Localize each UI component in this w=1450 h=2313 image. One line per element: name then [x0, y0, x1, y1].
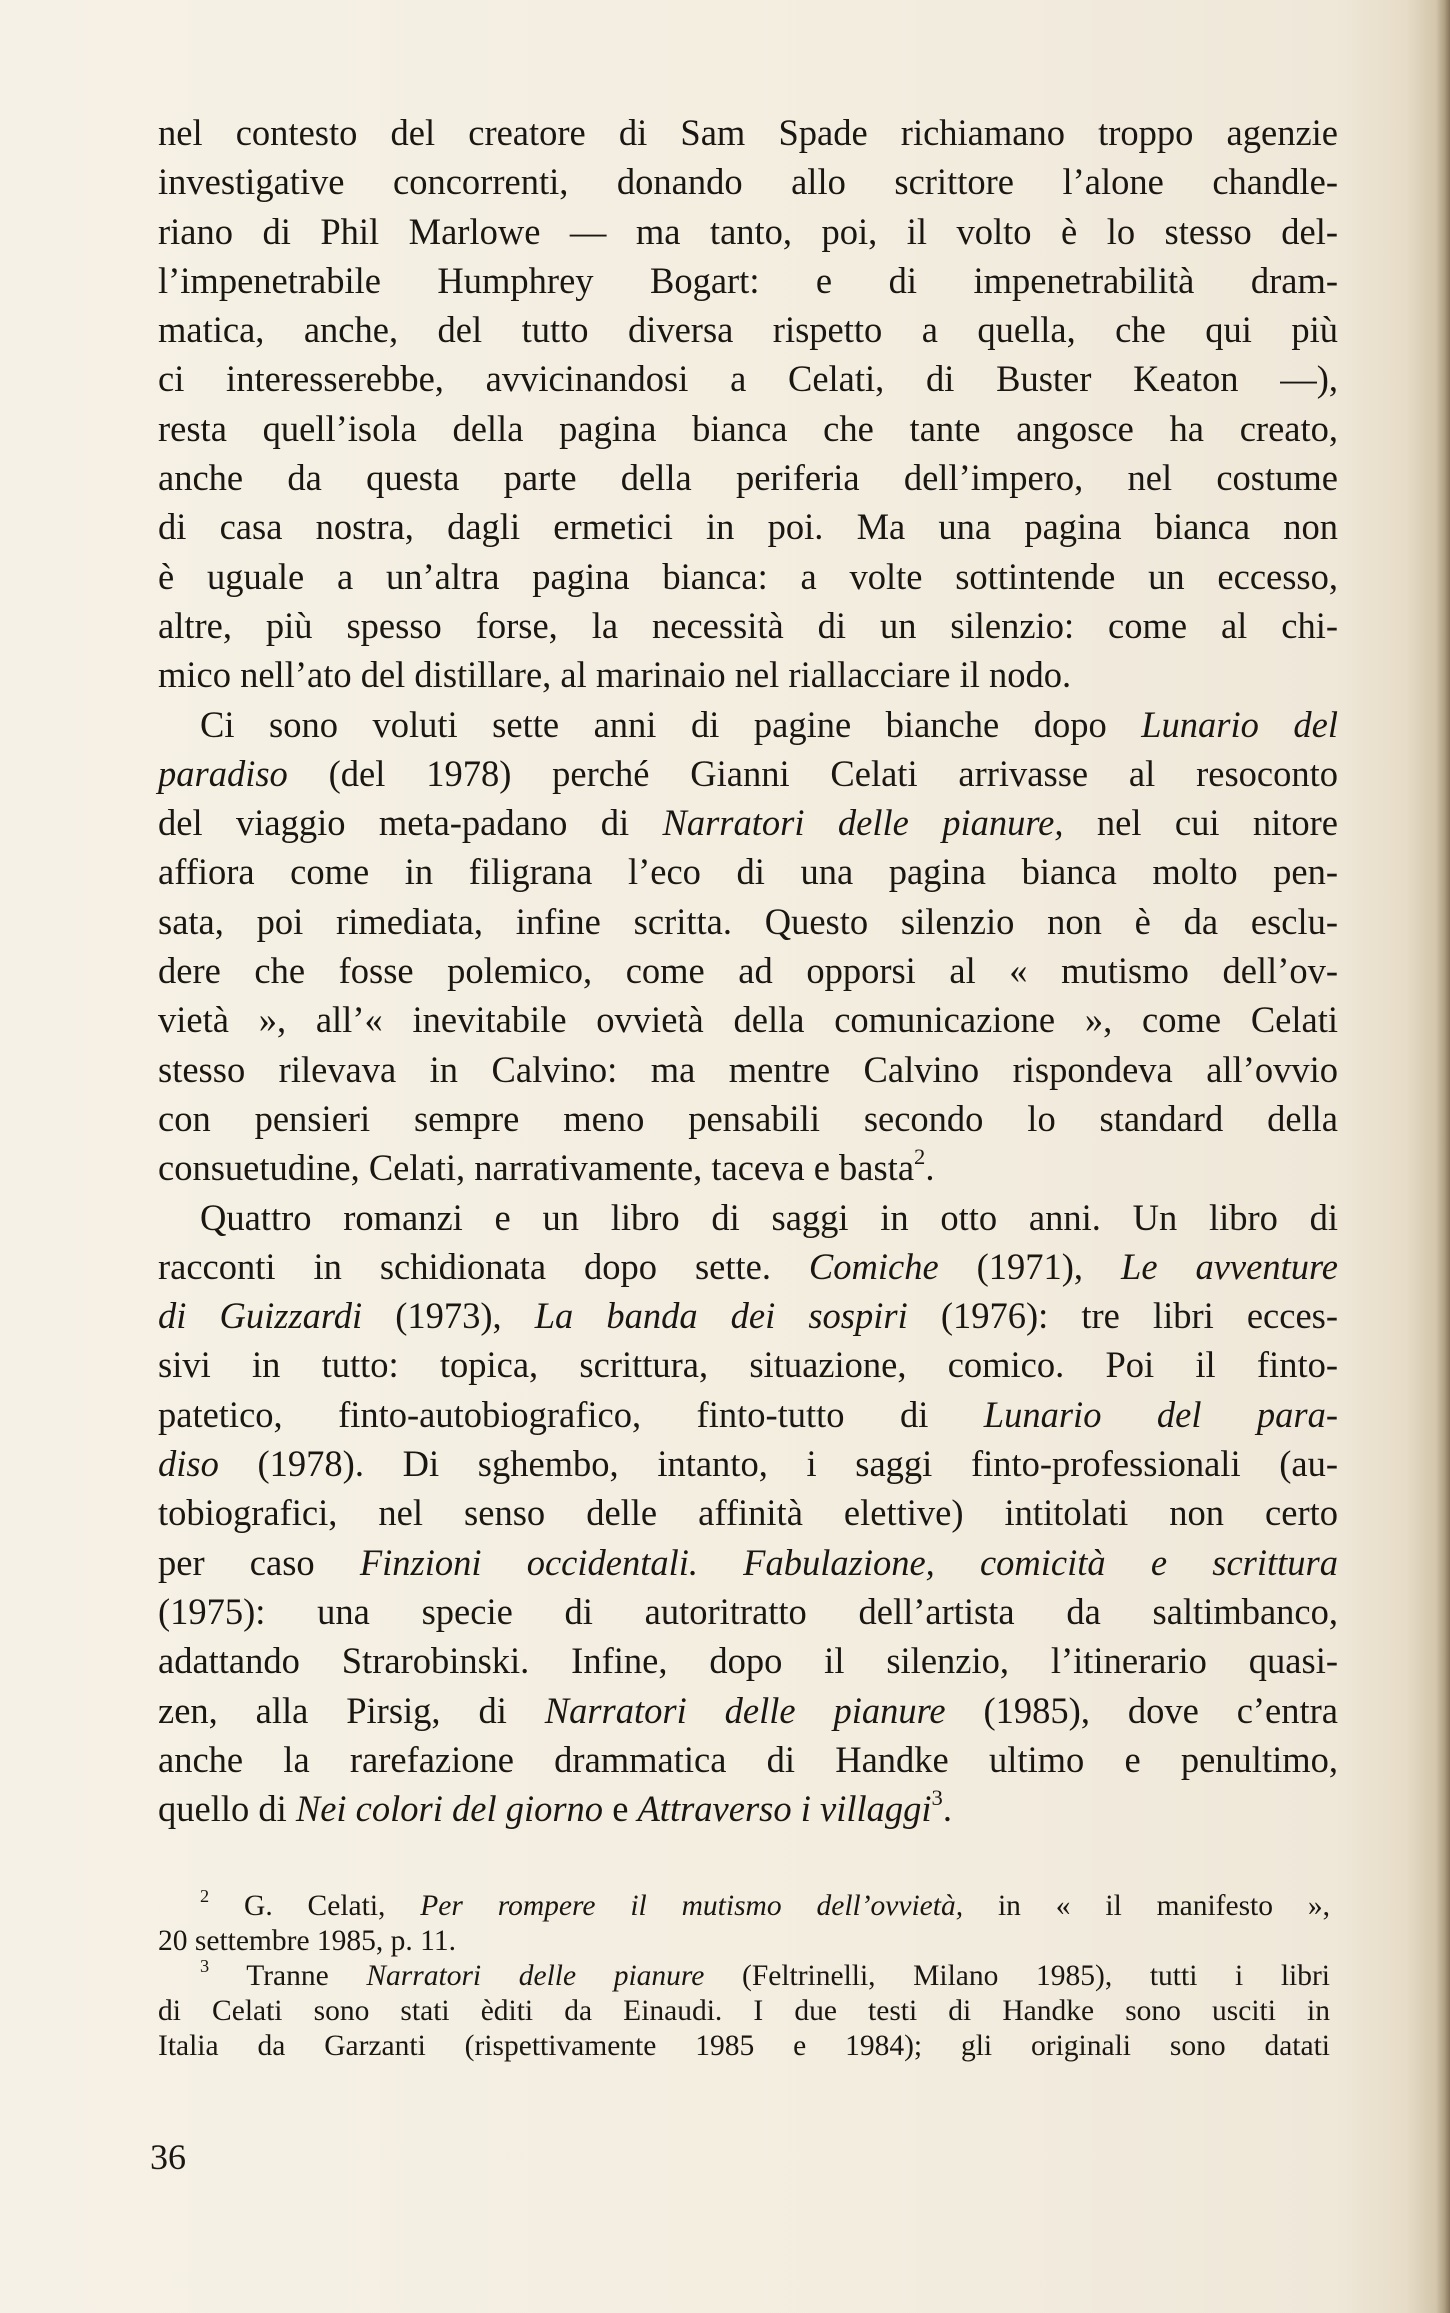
text-line [158, 995, 1338, 1044]
footnote-line [158, 1886, 1330, 1924]
text-run: (1971), [938, 1245, 1122, 1287]
text-run: affiora come in filigrana l’eco di una pagina bianca molto pen- [158, 851, 1338, 893]
footnote-line [158, 1956, 1330, 1994]
page-number: 36 [150, 2137, 186, 2177]
italic-title: diso [158, 1443, 219, 1485]
text-run: (1978). Di sghembo, intanto, i saggi finto-professionali (au- [218, 1443, 1338, 1485]
text-run: (1975): una specie di autoritratto dell’artista da saltimbanco, [158, 1590, 1338, 1632]
text-line [158, 700, 1338, 749]
text-line [158, 1340, 1338, 1389]
text-run: del viaggio meta-padano di [158, 802, 663, 844]
text-run: (1985), dove c’entra [945, 1689, 1338, 1731]
italic-title: Narratori delle pianure, [662, 802, 1064, 844]
text-run: mico nell’ato del distillare, al marinaio nel riallacciare il nodo. [158, 654, 1072, 696]
text-line [158, 1587, 1338, 1636]
text-run: racconti in schidionata dopo sette. [158, 1245, 809, 1287]
text-run: investigative concorrenti, donando allo scrittore l’alone chandle- [158, 161, 1338, 203]
text-run: sata, poi rimediata, infine scritta. Questo silenzio non è da esclu- [158, 900, 1338, 942]
text-line [158, 1784, 1338, 1833]
text-line [158, 305, 1338, 354]
text-line [158, 1291, 1338, 1340]
text-run: G. Celati, [209, 1890, 421, 1922]
text-run: di Celati sono stati èditi da Einaudi. I due testi di Handke sono usciti in [158, 1995, 1330, 2027]
text-run: Ci sono voluti sette anni di pagine bianche dopo [200, 703, 1142, 745]
text-line [158, 749, 1338, 798]
text-run: per caso [158, 1541, 360, 1583]
text-run: matica, anche, del tutto diversa rispetto a quella, che qui più [158, 309, 1338, 351]
text-line [158, 798, 1338, 847]
text-line [158, 946, 1338, 995]
text-run: con pensieri sempre meno pensabili secondo lo standard della [158, 1097, 1338, 1139]
italic-title: di Guizzardi [158, 1295, 363, 1337]
text-run: vietà », all’« inevitabile ovvietà della comunicazione », come Celati [158, 999, 1338, 1041]
text-run: in « il manifesto », [963, 1890, 1330, 1922]
text-line [158, 650, 1338, 699]
text-run: anche la rarefazione drammatica di Handke ultimo e penultimo, [158, 1738, 1338, 1780]
text-run: (1976): tre libri ecces- [907, 1295, 1338, 1337]
text-run: stesso rilevava in Calvino: ma mentre Calvino rispondeva all’ovvio [158, 1048, 1338, 1090]
italic-title: Comiche [808, 1245, 939, 1287]
text-run: l’impenetrabile Humphrey Bogart: e di impenetrabilità dram- [158, 259, 1338, 301]
footnote-marker: 3 [931, 1785, 943, 1811]
italic-title: Lunario del para- [983, 1393, 1338, 1435]
italic-title: Le avventure [1121, 1245, 1339, 1287]
text-line [158, 354, 1338, 403]
text-run: nel cui nitore [1063, 802, 1338, 844]
text-line [158, 897, 1338, 946]
italic-title: Per rompere il mutismo dell’ovvietà, [420, 1890, 964, 1922]
text-run: è uguale a un’altra pagina bianca: a volte sottintende un eccesso, [158, 555, 1338, 597]
text-run: e [603, 1788, 638, 1830]
footnote-marker: 2 [200, 1886, 210, 1907]
text-line [158, 404, 1338, 453]
text-line [158, 1686, 1338, 1735]
footnote-line [158, 1924, 1330, 1959]
italic-title: Narratori delle pianure [366, 1960, 705, 1992]
italic-title: Finzioni occidentali. Fabulazione, comicità e scrittura [359, 1541, 1338, 1583]
text-line [158, 1242, 1338, 1291]
text-run: Tranne [209, 1960, 367, 1992]
text-line [158, 1193, 1338, 1242]
text-run: tobiografici, nel senso delle affinità elettive) intitolati non certo [158, 1492, 1338, 1534]
text-line [158, 157, 1338, 206]
text-line [158, 453, 1338, 502]
italic-title: paradiso [158, 752, 288, 794]
text-run: Italia da Garzanti (rispettivamente 1985 e 1984); gli originali sono datati [158, 2030, 1330, 2062]
text-line [158, 256, 1338, 305]
text-run: quello di [158, 1788, 296, 1830]
text-run: (Feltrinelli, Milano 1985), tutti i libri [704, 1960, 1330, 1992]
text-run: (del 1978) perché Gianni Celati arrivasse al resoconto [287, 752, 1338, 794]
text-run: altre, più spesso forse, la necessità di un silenzio: come al chi- [158, 604, 1338, 646]
footnotes-block [158, 1886, 1330, 2064]
footnote-marker: 3 [200, 1956, 210, 1977]
text-run: dere che fosse polemico, come ad opporsi al « mutismo dell’ov- [158, 950, 1338, 992]
footnote-line [158, 1994, 1330, 2029]
text-line [158, 601, 1338, 650]
text-line [158, 1538, 1338, 1587]
text-line [158, 1045, 1338, 1094]
text-line [158, 1439, 1338, 1488]
text-run: (1973), [362, 1295, 535, 1337]
text-run: . [942, 1788, 952, 1830]
page-edge-shadow [1436, 0, 1450, 2313]
italic-title: La banda dei sospiri [534, 1295, 908, 1337]
footnote-line [158, 2029, 1330, 2064]
text-run: riano di Phil Marlowe — ma tanto, poi, il volto è lo stesso del- [158, 210, 1338, 252]
text-line [158, 847, 1338, 896]
text-run: zen, alla Pirsig, di [158, 1689, 545, 1731]
text-run: ci interesserebbe, avvicinandosi a Celati, di Buster Keaton —), [158, 358, 1338, 400]
text-run: sivi in tutto: topica, scrittura, situazione, comico. Poi il finto- [158, 1344, 1338, 1386]
text-line [158, 1143, 1338, 1192]
text-run: 20 settembre 1985, p. 11. [158, 1925, 456, 1957]
text-run: consuetudine, Celati, narrativamente, taceva e basta [158, 1147, 915, 1189]
text-line [158, 207, 1338, 256]
italic-title: Attraverso i villaggi [637, 1788, 932, 1830]
main-text-block [158, 108, 1338, 1833]
text-run: nel contesto del creatore di Sam Spade richiamano troppo agenzie [158, 112, 1338, 153]
italic-title: Narratori delle pianure [544, 1689, 946, 1731]
italic-title: Nei colori del giorno [295, 1788, 604, 1830]
text-line [158, 1390, 1338, 1439]
text-line [158, 108, 1338, 157]
text-line [158, 502, 1338, 551]
text-line [158, 552, 1338, 601]
text-run: . [925, 1147, 935, 1189]
text-run: adattando Strarobinski. Infine, dopo il silenzio, l’itinerario quasi- [158, 1640, 1338, 1682]
text-run: resta quell’isola della pagina bianca che tante angosce ha creato, [158, 407, 1338, 449]
text-run: patetico, finto-autobiografico, finto-tutto di [158, 1393, 984, 1435]
text-run: anche da questa parte della periferia dell’impero, nel costume [158, 457, 1338, 499]
text-run: Quattro romanzi e un libro di saggi in otto anni. Un libro di [200, 1196, 1338, 1238]
text-run: di casa nostra, dagli ermetici in poi. Ma una pagina bianca non [158, 506, 1338, 548]
footnote-marker: 2 [914, 1144, 926, 1170]
text-line [158, 1735, 1338, 1784]
text-line [158, 1488, 1338, 1537]
text-line [158, 1094, 1338, 1143]
italic-title: Lunario del [1141, 703, 1338, 745]
text-line [158, 1636, 1338, 1685]
